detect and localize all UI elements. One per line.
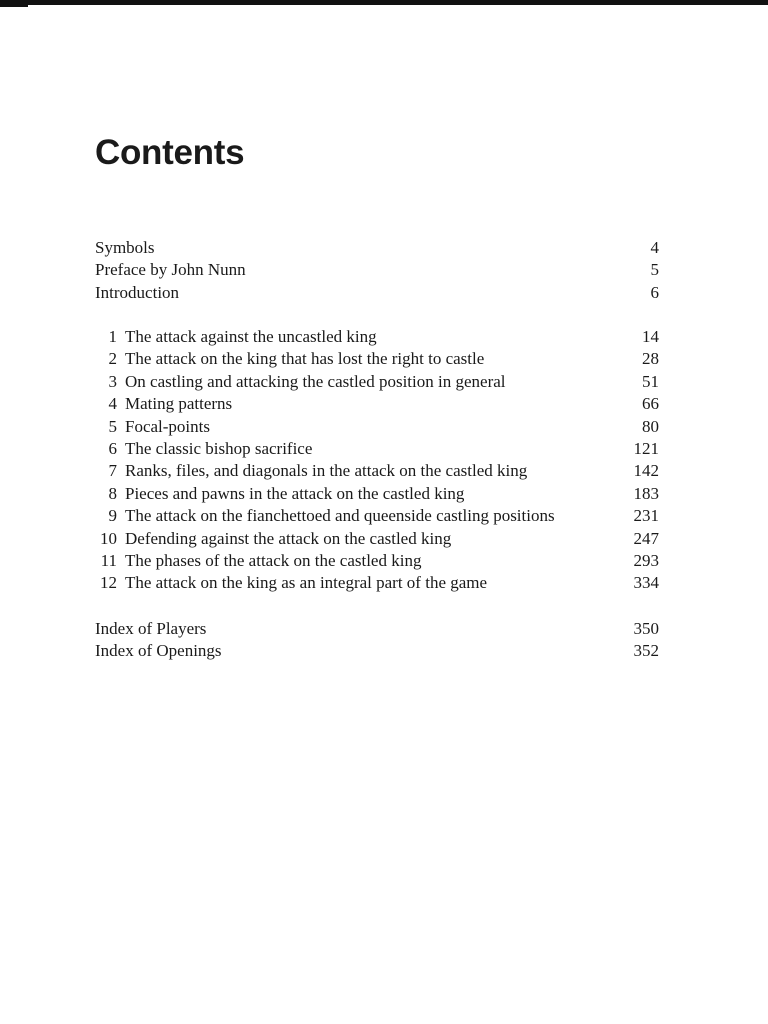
chapter-number: 10	[100, 528, 117, 548]
chapter-page: 247	[633, 528, 659, 548]
toc-entry-preface	[95, 259, 659, 281]
chapter-page: 28	[642, 349, 659, 369]
toc-chapter-9	[95, 505, 659, 527]
toc-entry-title: Index of Players	[95, 619, 207, 638]
toc-chapter-12	[95, 572, 659, 594]
toc-entry-index-of-players	[95, 618, 659, 640]
toc-entry-title: Introduction	[95, 282, 180, 302]
chapter-number: 9	[108, 506, 117, 526]
toc-chapter-1	[95, 326, 659, 348]
toc-chapter-3	[95, 371, 659, 393]
chapter-page: 80	[642, 416, 659, 436]
chapter-title: The attack on the fianchettoed and queenside castling positions	[125, 506, 555, 526]
back-matter-list	[95, 618, 659, 663]
chapter-title: The attack on the king that has lost the right to castle	[125, 349, 485, 369]
chapter-page: 121	[633, 438, 659, 458]
toc-chapter-8	[95, 483, 659, 505]
toc-chapter-6	[95, 438, 659, 460]
toc-chapter-5	[95, 416, 659, 438]
chapter-page: 334	[633, 573, 659, 593]
chapter-number: 7	[108, 461, 117, 481]
chapter-title: The classic bishop sacrifice	[125, 438, 313, 458]
toc-entry-page: 5	[650, 260, 659, 280]
chapter-page: 231	[633, 506, 659, 526]
chapter-title: The attack against the uncastled king	[125, 327, 377, 346]
chapter-title: On castling and attacking the castled position in general	[125, 371, 506, 391]
chapter-title: Ranks, files, and diagonals in the attack on the castled king	[125, 461, 528, 481]
chapter-page: 66	[642, 394, 659, 414]
chapter-number: 6	[108, 438, 117, 458]
front-matter-list	[95, 237, 659, 304]
chapter-number: 1	[108, 327, 117, 346]
page-title: Contents	[95, 133, 245, 172]
chapter-number: 2	[108, 349, 117, 369]
chapter-page: 183	[633, 483, 659, 503]
toc-entry-page: 352	[633, 641, 659, 661]
toc-entry-page: 350	[633, 619, 659, 638]
toc-entry-title: Index of Openings	[95, 641, 222, 661]
chapter-number: 12	[100, 573, 117, 593]
toc-entry-page: 6	[650, 282, 659, 302]
toc-entry-title: Preface by John Nunn	[95, 260, 246, 280]
page-top-edge-tab	[0, 5, 28, 7]
toc-entry-title: Symbols	[95, 238, 155, 257]
chapter-title: Focal-points	[125, 416, 210, 436]
chapter-title: Mating patterns	[125, 394, 233, 414]
chapter-title: The phases of the attack on the castled king	[125, 550, 422, 570]
toc-entry-page: 4	[650, 238, 659, 257]
chapter-title: Defending against the attack on the castled king	[125, 528, 452, 548]
toc-entry-symbols	[95, 237, 659, 259]
page-top-edge	[0, 0, 768, 5]
chapter-number: 4	[108, 394, 117, 414]
chapter-number: 8	[108, 483, 117, 503]
toc-chapter-11	[95, 550, 659, 572]
chapter-page: 142	[633, 461, 659, 481]
chapter-page: 14	[642, 327, 659, 346]
chapter-page: 51	[642, 371, 659, 391]
toc-chapter-7	[95, 460, 659, 482]
chapter-list	[95, 326, 659, 595]
chapter-title: The attack on the king as an integral part of the game	[125, 573, 488, 593]
chapter-number: 11	[100, 550, 117, 570]
toc-chapter-10	[95, 528, 659, 550]
chapter-page: 293	[633, 550, 659, 570]
chapter-title: Pieces and pawns in the attack on the castled king	[125, 483, 465, 503]
toc-entry-introduction	[95, 282, 659, 304]
toc-chapter-4	[95, 393, 659, 415]
chapter-number: 3	[108, 371, 117, 391]
toc-chapter-2	[95, 348, 659, 370]
toc-entry-index-of-openings	[95, 640, 659, 662]
chapter-number: 5	[108, 416, 117, 436]
